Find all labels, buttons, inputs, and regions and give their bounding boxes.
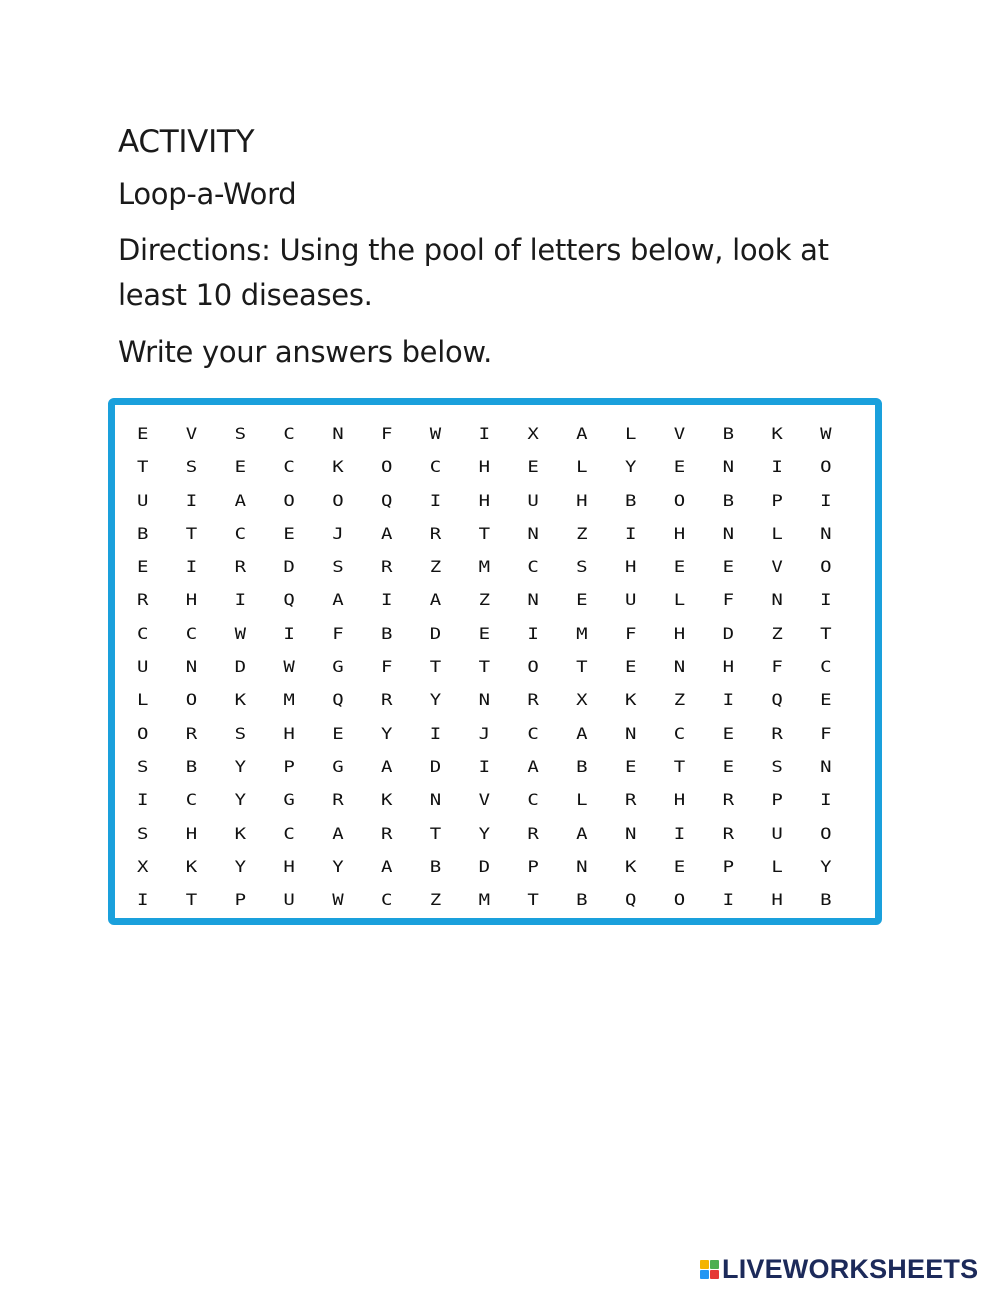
grid-letter[interactable]: M xyxy=(478,557,491,577)
grid-letter[interactable]: I xyxy=(137,791,149,810)
grid-letter[interactable]: I xyxy=(478,757,491,777)
grid-letter[interactable]: I xyxy=(234,591,247,610)
grid-letter[interactable]: I xyxy=(624,524,637,544)
grid-letter[interactable]: K xyxy=(234,824,247,844)
grid-letter[interactable]: B xyxy=(380,624,393,644)
grid-letter[interactable]: I xyxy=(478,424,491,444)
grid-letter[interactable]: I xyxy=(722,691,735,710)
grid-letter[interactable]: E xyxy=(283,524,295,544)
grid-letter[interactable]: M xyxy=(478,890,491,910)
grid-letter[interactable]: Q xyxy=(332,691,344,710)
grid-letter[interactable]: Y xyxy=(380,724,393,744)
grid-letter[interactable]: Z xyxy=(576,524,588,544)
logo-square-icon xyxy=(700,1270,709,1279)
grid-letter[interactable]: W xyxy=(429,424,442,444)
grid-letter[interactable]: Y xyxy=(332,857,344,877)
worksheet-subtitle: Loop-a-Word xyxy=(118,177,297,211)
grid-letter[interactable]: Y xyxy=(429,691,442,710)
grid-letter[interactable]: E xyxy=(624,757,637,777)
grid-letter[interactable]: A xyxy=(380,524,393,544)
grid-letter[interactable]: N xyxy=(673,657,686,677)
grid-letter[interactable]: O xyxy=(185,691,198,710)
grid-letter[interactable]: T xyxy=(820,624,832,644)
grid-letter[interactable]: C xyxy=(527,791,539,810)
grid-letter[interactable]: H xyxy=(576,491,588,511)
grid-letter[interactable]: W xyxy=(234,624,247,644)
grid-letter[interactable]: I xyxy=(820,791,832,810)
grid-letter[interactable]: F xyxy=(380,424,393,444)
grid-letter[interactable]: N xyxy=(722,458,735,477)
grid-letter[interactable]: H xyxy=(624,557,637,577)
grid-letter[interactable]: Y xyxy=(820,857,832,877)
grid-letter[interactable]: J xyxy=(332,524,344,544)
grid-letter[interactable]: I xyxy=(673,824,686,844)
grid-letter[interactable]: O xyxy=(820,557,832,577)
directions-text: Directions: Using the pool of letters below, look at least 10 diseases. xyxy=(118,233,829,312)
logo-text: LIVEWORKSHEETS xyxy=(722,1254,979,1284)
grid-letter[interactable]: H xyxy=(673,524,686,544)
grid-letter[interactable]: C xyxy=(673,724,686,744)
grid-letter[interactable]: V xyxy=(673,424,686,444)
grid-letter[interactable]: H xyxy=(478,458,491,477)
grid-letter[interactable]: L xyxy=(576,458,588,477)
grid-letter[interactable]: R xyxy=(527,824,539,844)
grid-letter[interactable]: E xyxy=(820,691,832,710)
grid-letter[interactable]: B xyxy=(722,491,735,511)
grid-letter[interactable]: I xyxy=(185,491,198,511)
grid-letter[interactable]: O xyxy=(380,458,393,477)
grid-letter[interactable]: N xyxy=(527,591,539,610)
grid-letter[interactable]: B xyxy=(820,890,832,910)
grid-letter[interactable]: R xyxy=(624,791,637,810)
grid-letter[interactable]: L xyxy=(137,691,149,710)
grid-letter[interactable]: R xyxy=(332,791,344,810)
liveworksheets-logo xyxy=(700,1254,978,1285)
grid-letter[interactable]: W xyxy=(820,424,832,444)
grid-letter[interactable]: H xyxy=(185,591,198,610)
grid-letter[interactable]: X xyxy=(137,857,149,877)
grid-letter[interactable]: B xyxy=(576,757,588,777)
grid-letter[interactable]: Q xyxy=(380,491,393,511)
grid-letter[interactable]: E xyxy=(722,757,735,777)
grid-letter[interactable]: I xyxy=(820,491,832,511)
grid-letter[interactable]: E xyxy=(332,724,344,744)
grid-letter[interactable]: E xyxy=(673,458,686,477)
grid-letter[interactable]: S xyxy=(185,458,198,477)
grid-letter[interactable]: A xyxy=(527,757,539,777)
grid-letter[interactable]: R xyxy=(234,557,247,577)
grid-letter[interactable]: T xyxy=(137,458,149,477)
grid-letter[interactable]: D xyxy=(722,624,735,644)
grid-letter[interactable]: N xyxy=(185,657,198,677)
grid-letter[interactable]: C xyxy=(283,424,295,444)
grid-letter[interactable]: A xyxy=(234,491,247,511)
grid-letter[interactable]: C xyxy=(185,791,198,810)
grid-letter[interactable]: G xyxy=(283,791,295,810)
grid-letter[interactable]: I xyxy=(137,890,149,910)
grid-letter[interactable]: K xyxy=(185,857,198,877)
grid-letter[interactable]: F xyxy=(771,657,783,677)
logo-square-icon xyxy=(710,1270,719,1279)
grid-letter[interactable]: E xyxy=(527,458,539,477)
grid-letter[interactable]: R xyxy=(722,791,735,810)
grid-letter[interactable]: T xyxy=(527,890,539,910)
grid-letter[interactable]: Z xyxy=(673,691,686,710)
grid-letter[interactable]: K xyxy=(332,458,344,477)
grid-letter[interactable]: L xyxy=(576,791,588,810)
grid-letter[interactable]: E xyxy=(673,857,686,877)
grid-letter[interactable]: F xyxy=(380,657,393,677)
grid-letter[interactable]: Z xyxy=(478,591,491,610)
grid-letter[interactable]: C xyxy=(380,890,393,910)
grid-letter[interactable]: X xyxy=(576,691,588,710)
grid-letter[interactable]: O xyxy=(820,458,832,477)
grid-letter[interactable]: Y xyxy=(478,824,491,844)
grid-letter[interactable]: I xyxy=(283,624,295,644)
grid-letter[interactable]: R xyxy=(137,591,149,610)
grid-letter[interactable]: T xyxy=(429,657,442,677)
grid-letter[interactable]: L xyxy=(771,857,783,877)
grid-letter[interactable]: P xyxy=(722,857,735,877)
worksheet-title: ACTIVITY xyxy=(118,124,255,160)
grid-letter[interactable]: T xyxy=(429,824,442,844)
grid-letter[interactable]: N xyxy=(576,857,588,877)
grid-letter[interactable]: E xyxy=(137,424,149,444)
grid-letter[interactable]: O xyxy=(527,657,539,677)
grid-letter[interactable]: N xyxy=(624,724,637,744)
grid-letter[interactable]: S xyxy=(771,757,783,777)
grid-letter[interactable]: H xyxy=(771,890,783,910)
grid-letter[interactable]: S xyxy=(234,424,247,444)
grid-letter[interactable]: S xyxy=(137,824,149,844)
grid-letter[interactable]: N xyxy=(527,524,539,544)
grid-letter[interactable]: T xyxy=(185,890,198,910)
grid-letter[interactable]: U xyxy=(137,657,149,677)
grid-letter[interactable]: I xyxy=(820,591,832,610)
grid-letter[interactable]: D xyxy=(234,657,247,677)
grid-letter[interactable]: R xyxy=(380,557,393,577)
grid-letter[interactable]: K xyxy=(380,791,393,810)
grid-letter[interactable]: D xyxy=(429,757,442,777)
grid-letter[interactable]: M xyxy=(283,691,295,710)
grid-letter[interactable]: H xyxy=(673,624,686,644)
grid-letter[interactable]: Q xyxy=(283,591,295,610)
grid-letter[interactable]: U xyxy=(137,491,149,511)
grid-letter[interactable]: Q xyxy=(771,691,783,710)
grid-letter[interactable]: B xyxy=(429,857,442,877)
grid-letter[interactable]: P xyxy=(771,491,783,511)
grid-letter[interactable]: M xyxy=(576,624,588,644)
grid-letter[interactable]: N xyxy=(820,524,832,544)
grid-letter[interactable]: R xyxy=(527,691,539,710)
grid-letter[interactable]: F xyxy=(820,724,832,744)
grid-letter[interactable]: S xyxy=(576,557,588,577)
grid-letter[interactable]: Z xyxy=(429,890,442,910)
grid-letter[interactable]: K xyxy=(624,691,637,710)
write-answers-instruction: Write your answers below. xyxy=(118,335,493,369)
grid-letter[interactable]: F xyxy=(332,624,344,644)
grid-letter[interactable]: A xyxy=(576,724,588,744)
grid-letter[interactable]: A xyxy=(576,824,588,844)
grid-letter[interactable]: O xyxy=(332,491,344,511)
grid-letter[interactable]: A xyxy=(380,757,393,777)
grid-letter[interactable]: D xyxy=(478,857,491,877)
grid-letter[interactable]: L xyxy=(771,524,783,544)
grid-letter[interactable]: N xyxy=(820,757,832,777)
grid-letter[interactable]: S xyxy=(332,557,344,577)
grid-letter[interactable]: I xyxy=(429,491,442,511)
grid-letter[interactable]: R xyxy=(722,824,735,844)
grid-letter[interactable]: U xyxy=(771,824,783,844)
grid-letter[interactable]: R xyxy=(185,724,198,744)
grid-letter[interactable]: W xyxy=(332,890,344,910)
grid-letter[interactable]: R xyxy=(771,724,783,744)
grid-letter[interactable]: G xyxy=(332,657,344,677)
grid-letter[interactable]: I xyxy=(185,557,198,577)
grid-letter[interactable]: A xyxy=(380,857,393,877)
grid-letter[interactable]: S xyxy=(137,757,149,777)
letter-grid xyxy=(137,418,869,917)
grid-letter[interactable]: R xyxy=(429,524,442,544)
grid-letter[interactable]: E xyxy=(722,557,735,577)
grid-letter[interactable]: D xyxy=(283,557,295,577)
grid-letter[interactable]: B xyxy=(185,757,198,777)
grid-letter[interactable]: R xyxy=(380,691,393,710)
grid-letter[interactable]: O xyxy=(673,890,686,910)
grid-letter[interactable]: C xyxy=(234,524,247,544)
grid-letter[interactable]: E xyxy=(234,458,247,477)
grid-letter[interactable]: A xyxy=(332,824,344,844)
grid-letter[interactable]: T xyxy=(185,524,198,544)
grid-letter[interactable]: N xyxy=(429,791,442,810)
grid-letter[interactable]: N xyxy=(478,691,491,710)
grid-letter[interactable]: O xyxy=(283,491,295,511)
logo-square-icon xyxy=(710,1260,719,1269)
grid-letter[interactable]: I xyxy=(380,591,393,610)
grid-letter[interactable]: P xyxy=(527,857,539,877)
grid-letter[interactable]: T xyxy=(478,524,491,544)
grid-letter[interactable]: C xyxy=(283,824,295,844)
grid-letter[interactable]: P xyxy=(771,791,783,810)
grid-letter[interactable]: I xyxy=(527,624,539,644)
grid-letter[interactable]: X xyxy=(527,424,539,444)
grid-letter[interactable]: H xyxy=(283,724,295,744)
grid-letter[interactable]: U xyxy=(624,591,637,610)
grid-letter[interactable]: J xyxy=(478,724,491,744)
grid-letter[interactable]: C xyxy=(185,624,198,644)
logo-square-icon xyxy=(700,1260,709,1269)
grid-letter[interactable]: R xyxy=(380,824,393,844)
grid-letter[interactable]: E xyxy=(624,657,637,677)
grid-letter[interactable]: N xyxy=(771,591,783,610)
grid-letter[interactable]: V xyxy=(185,424,198,444)
grid-letter[interactable]: B xyxy=(722,424,735,444)
grid-letter[interactable]: U xyxy=(283,890,295,910)
letter-grid-frame xyxy=(108,398,882,925)
grid-letter[interactable]: W xyxy=(283,657,295,677)
grid-letter[interactable]: C xyxy=(429,458,442,477)
grid-letter[interactable]: A xyxy=(332,591,344,610)
grid-letter[interactable]: O xyxy=(673,491,686,511)
grid-letter[interactable]: S xyxy=(234,724,247,744)
grid-letter[interactable]: A xyxy=(576,424,588,444)
grid-letter[interactable]: T xyxy=(673,757,686,777)
grid-letter[interactable]: K xyxy=(624,857,637,877)
grid-letter[interactable]: Z xyxy=(771,624,783,644)
grid-letter[interactable]: N xyxy=(332,424,344,444)
grid-letter[interactable]: C xyxy=(527,557,539,577)
grid-letter[interactable]: O xyxy=(820,824,832,844)
grid-letter[interactable]: H xyxy=(283,857,295,877)
grid-letter[interactable]: Y xyxy=(234,857,247,877)
grid-letter[interactable]: E xyxy=(722,724,735,744)
grid-letter[interactable]: H xyxy=(185,824,198,844)
grid-letter[interactable]: V xyxy=(771,557,783,577)
grid-letter[interactable]: Z xyxy=(429,557,442,577)
grid-letter[interactable]: I xyxy=(429,724,442,744)
grid-letter[interactable]: B xyxy=(624,491,637,511)
grid-letter[interactable]: O xyxy=(137,724,149,744)
grid-letter[interactable]: F xyxy=(722,591,735,610)
grid-letter[interactable]: T xyxy=(478,657,491,677)
grid-letter[interactable]: P xyxy=(234,890,247,910)
grid-letter[interactable]: H xyxy=(722,657,735,677)
grid-letter[interactable]: T xyxy=(576,657,588,677)
grid-letter[interactable]: K xyxy=(771,424,783,444)
grid-letter[interactable]: H xyxy=(478,491,491,511)
grid-letter[interactable]: H xyxy=(673,791,686,810)
grid-letter[interactable]: Y xyxy=(234,791,247,810)
grid-letter[interactable]: I xyxy=(722,890,735,910)
grid-letter[interactable]: B xyxy=(137,524,149,544)
grid-letter[interactable]: L xyxy=(624,424,637,444)
grid-letter[interactable]: E xyxy=(137,557,149,577)
grid-letter[interactable]: N xyxy=(722,524,735,544)
grid-letter[interactable]: N xyxy=(624,824,637,844)
grid-letter[interactable]: A xyxy=(429,591,442,610)
grid-letter[interactable]: Y xyxy=(234,757,247,777)
grid-letter[interactable]: I xyxy=(771,458,783,477)
grid-letter[interactable]: Y xyxy=(624,458,637,477)
grid-letter[interactable]: E xyxy=(576,591,588,610)
grid-letter[interactable]: C xyxy=(527,724,539,744)
grid-letter[interactable]: C xyxy=(137,624,149,644)
grid-letter[interactable]: C xyxy=(820,657,832,677)
grid-letter[interactable]: U xyxy=(527,491,539,511)
grid-letter[interactable]: V xyxy=(478,791,491,810)
logo-mark-icon xyxy=(700,1260,719,1279)
grid-letter[interactable]: E xyxy=(673,557,686,577)
grid-letter[interactable]: P xyxy=(283,757,295,777)
grid-letter[interactable]: C xyxy=(283,458,295,477)
grid-letter[interactable]: G xyxy=(332,757,344,777)
grid-letter[interactable]: B xyxy=(576,890,588,910)
grid-letter[interactable]: D xyxy=(429,624,442,644)
grid-letter[interactable]: L xyxy=(673,591,686,610)
grid-letter[interactable]: F xyxy=(624,624,637,644)
grid-letter[interactable]: E xyxy=(478,624,491,644)
grid-letter[interactable]: Q xyxy=(624,890,637,910)
grid-letter[interactable]: K xyxy=(234,691,247,710)
